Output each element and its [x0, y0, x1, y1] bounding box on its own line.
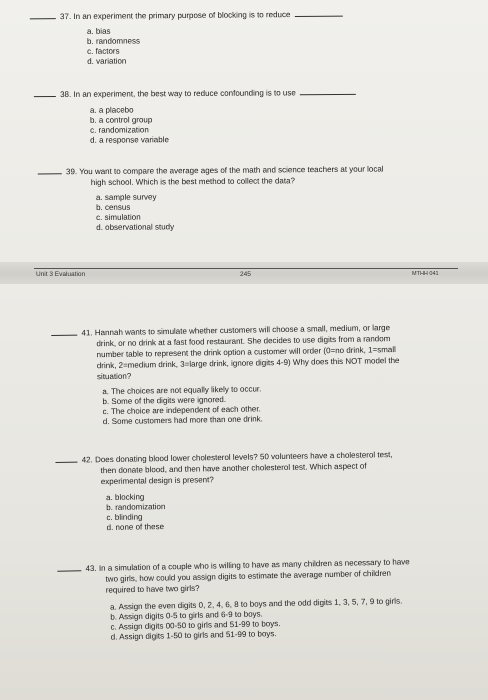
- question-number: 37.: [60, 12, 72, 22]
- question-number: 39.: [65, 167, 78, 177]
- option: b. census: [96, 202, 131, 213]
- options-list: [102, 382, 400, 427]
- question-stem-line: number table to represent the drink option a customer will order (0=no drink, 1=small: [96, 345, 396, 360]
- option: b. randomness: [86, 35, 140, 46]
- fill-in-blank[interactable]: [300, 94, 356, 95]
- option: d. Some customers had more than one drink.: [102, 414, 263, 427]
- question-stem-line: situation?: [96, 371, 132, 382]
- option: c. blinding: [106, 512, 143, 523]
- question-number: 38.: [60, 89, 72, 99]
- options-list: [96, 190, 384, 233]
- option: a. sample survey: [95, 192, 157, 203]
- question-stem: You want to compare the average ages of the math and science teachers at your local: [79, 164, 384, 177]
- question-37: [30, 10, 343, 67]
- question-stem-line: experimental design is present?: [100, 475, 214, 487]
- question-41: [51, 322, 400, 428]
- question-number: 43.: [85, 563, 97, 574]
- option: d. observational study: [96, 222, 175, 233]
- question-stem: In an experiment, the best way to reduce confounding is to use: [73, 88, 296, 99]
- answer-blank[interactable]: [57, 570, 81, 572]
- option: b. Some of the digits were ignored.: [102, 395, 227, 407]
- question-stem: In a simulation of a couple who is willing to have as many children as necessary to have: [98, 557, 410, 573]
- footer-course-code: MTHH 041: [412, 271, 439, 277]
- option: b. a control group: [89, 114, 153, 125]
- option: d. a response variable: [90, 134, 169, 145]
- footer-unit-label: Unit 3 Evaluation: [36, 271, 86, 278]
- answer-blank[interactable]: [38, 173, 62, 174]
- footer-page-number: 245: [240, 271, 251, 278]
- option: a. blocking: [106, 492, 145, 503]
- question-stem: Does donating blood lower cholesterol levels? 50 volunteers have a cholesterol test,: [94, 450, 393, 465]
- option: c. The choice are independent of each other.: [102, 404, 261, 417]
- option: d. none of these: [106, 522, 165, 533]
- answer-blank[interactable]: [34, 96, 56, 97]
- question-number: 42.: [81, 455, 93, 465]
- option: c. Assign digits 00-50 to girls and 51-99 to boys.: [110, 619, 281, 632]
- options-list: [87, 24, 343, 66]
- option: c. factors: [87, 46, 120, 56]
- option: a. bias: [86, 26, 111, 36]
- option: b. Assign digits 0-5 to girls and 6-9 to boys.: [110, 609, 263, 622]
- option: d. Assign digits 1-50 to girls and 51-99 to boys.: [110, 629, 277, 642]
- question-stem-line: then donate blood, and then have another cholesterol test. Which aspect of: [100, 461, 367, 476]
- question-stem-line: drink, 2=medium drink, 3=large drink, ignore digits 4-9) Why does this NOT model the: [96, 355, 400, 371]
- options-list: [90, 103, 356, 145]
- question-stem-line: drink, or no drink at a fast food restaurant. She decides to use digits from a random: [96, 334, 391, 349]
- options-list: [110, 596, 411, 642]
- question-39: [38, 164, 384, 233]
- option: b. randomization: [106, 502, 166, 513]
- answer-blank[interactable]: [51, 335, 77, 336]
- footer-rule: [34, 268, 458, 269]
- question-stem: Hannah wants to simulate whether customers will choose a small, medium, or large: [94, 323, 391, 338]
- option: a. Assign the even digits 0, 2, 4, 6, 8 to boys and the odd digits 1, 3, 5, 7, 9 to girls.: [110, 596, 403, 612]
- option: c. simulation: [96, 212, 141, 223]
- question-number: 41.: [81, 328, 93, 338]
- question-38: [34, 88, 357, 146]
- question-stem-line: high school. Which is the best method to collect the data?: [90, 175, 296, 187]
- option: a. The choices are not equally likely to occur.: [102, 384, 262, 397]
- question-43: [57, 556, 411, 643]
- fill-in-blank[interactable]: [295, 16, 343, 17]
- question-stem-line: two girls, how could you assign digits to estimate the average number of children: [105, 568, 392, 584]
- option: c. randomization: [90, 124, 149, 135]
- question-stem: In an experiment the primary purpose of blocking is to reduce: [73, 10, 291, 21]
- answer-blank[interactable]: [30, 18, 56, 19]
- option: a. a placebo: [89, 104, 134, 115]
- question-42: [55, 449, 393, 534]
- question-stem-line: required to have two girls?: [105, 583, 200, 595]
- answer-blank[interactable]: [55, 462, 77, 463]
- option: d. variation: [87, 56, 127, 66]
- options-list: [106, 488, 394, 533]
